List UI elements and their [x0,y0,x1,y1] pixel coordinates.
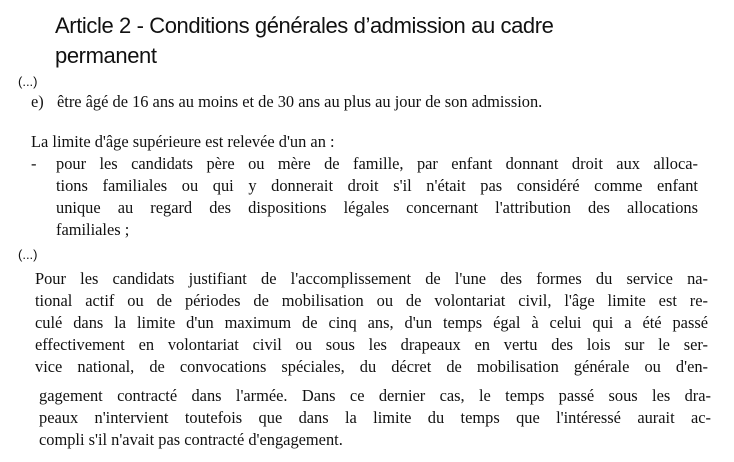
omission-marker-2: (...) [18,247,38,262]
bullet-marker: - [31,154,37,173]
paragraph-line: compli s'il n'avait pas contracté d'engagement. [39,430,343,449]
item-e-text: être âgé de 16 ans au moins et de 30 ans au plus au jour de son admission. [57,92,543,111]
paragraph-line: Pour les candidats justifiant de l'accomplissement de l'une des formes du service na- [35,269,708,288]
bullet-line: tions familiales ou qui y donnerait droit s'il n'était pas considéré comme enfant [56,176,698,195]
article-title-line-1: Article 2 - Conditions générales d’admission au cadre [55,13,554,38]
bullet-line: familiales ; [56,220,130,239]
paragraph-line: culé dans la limite d'un maximum de cinq ans, d'un temps égal à celui qui a été passé [35,313,708,332]
paragraph-line: peaux n'intervient toutefois que dans la limite du temps que l'intéressé aurait ac- [39,408,711,427]
paragraph-line: effectivement en volontariat civil ou sous les drapeaux en vertu des lois sur le ser- [35,335,708,354]
bullet-line: pour les candidats père ou mère de famille, par enfant donnant droit aux alloca- [56,154,698,173]
paragraph-line: tional actif ou de périodes de mobilisation ou de volontariat civil, l'âge limite est re- [35,291,708,310]
paragraph-line: vice national, de convocations spéciales, du décret de mobilisation générale ou d'en- [35,357,708,376]
bullet-line: unique au regard des dispositions légales concernant l'attribution des allocations [56,198,698,217]
omission-marker-1: (...) [18,74,38,89]
item-e-marker: e) [31,92,44,111]
age-limit-intro: La limite d'âge supérieure est relevée d'un an : [31,132,335,151]
paragraph-line: gagement contracté dans l'armée. Dans ce dernier cas, le temps passé sous les dra- [39,386,711,405]
article-title-line-2: permanent [55,43,157,68]
